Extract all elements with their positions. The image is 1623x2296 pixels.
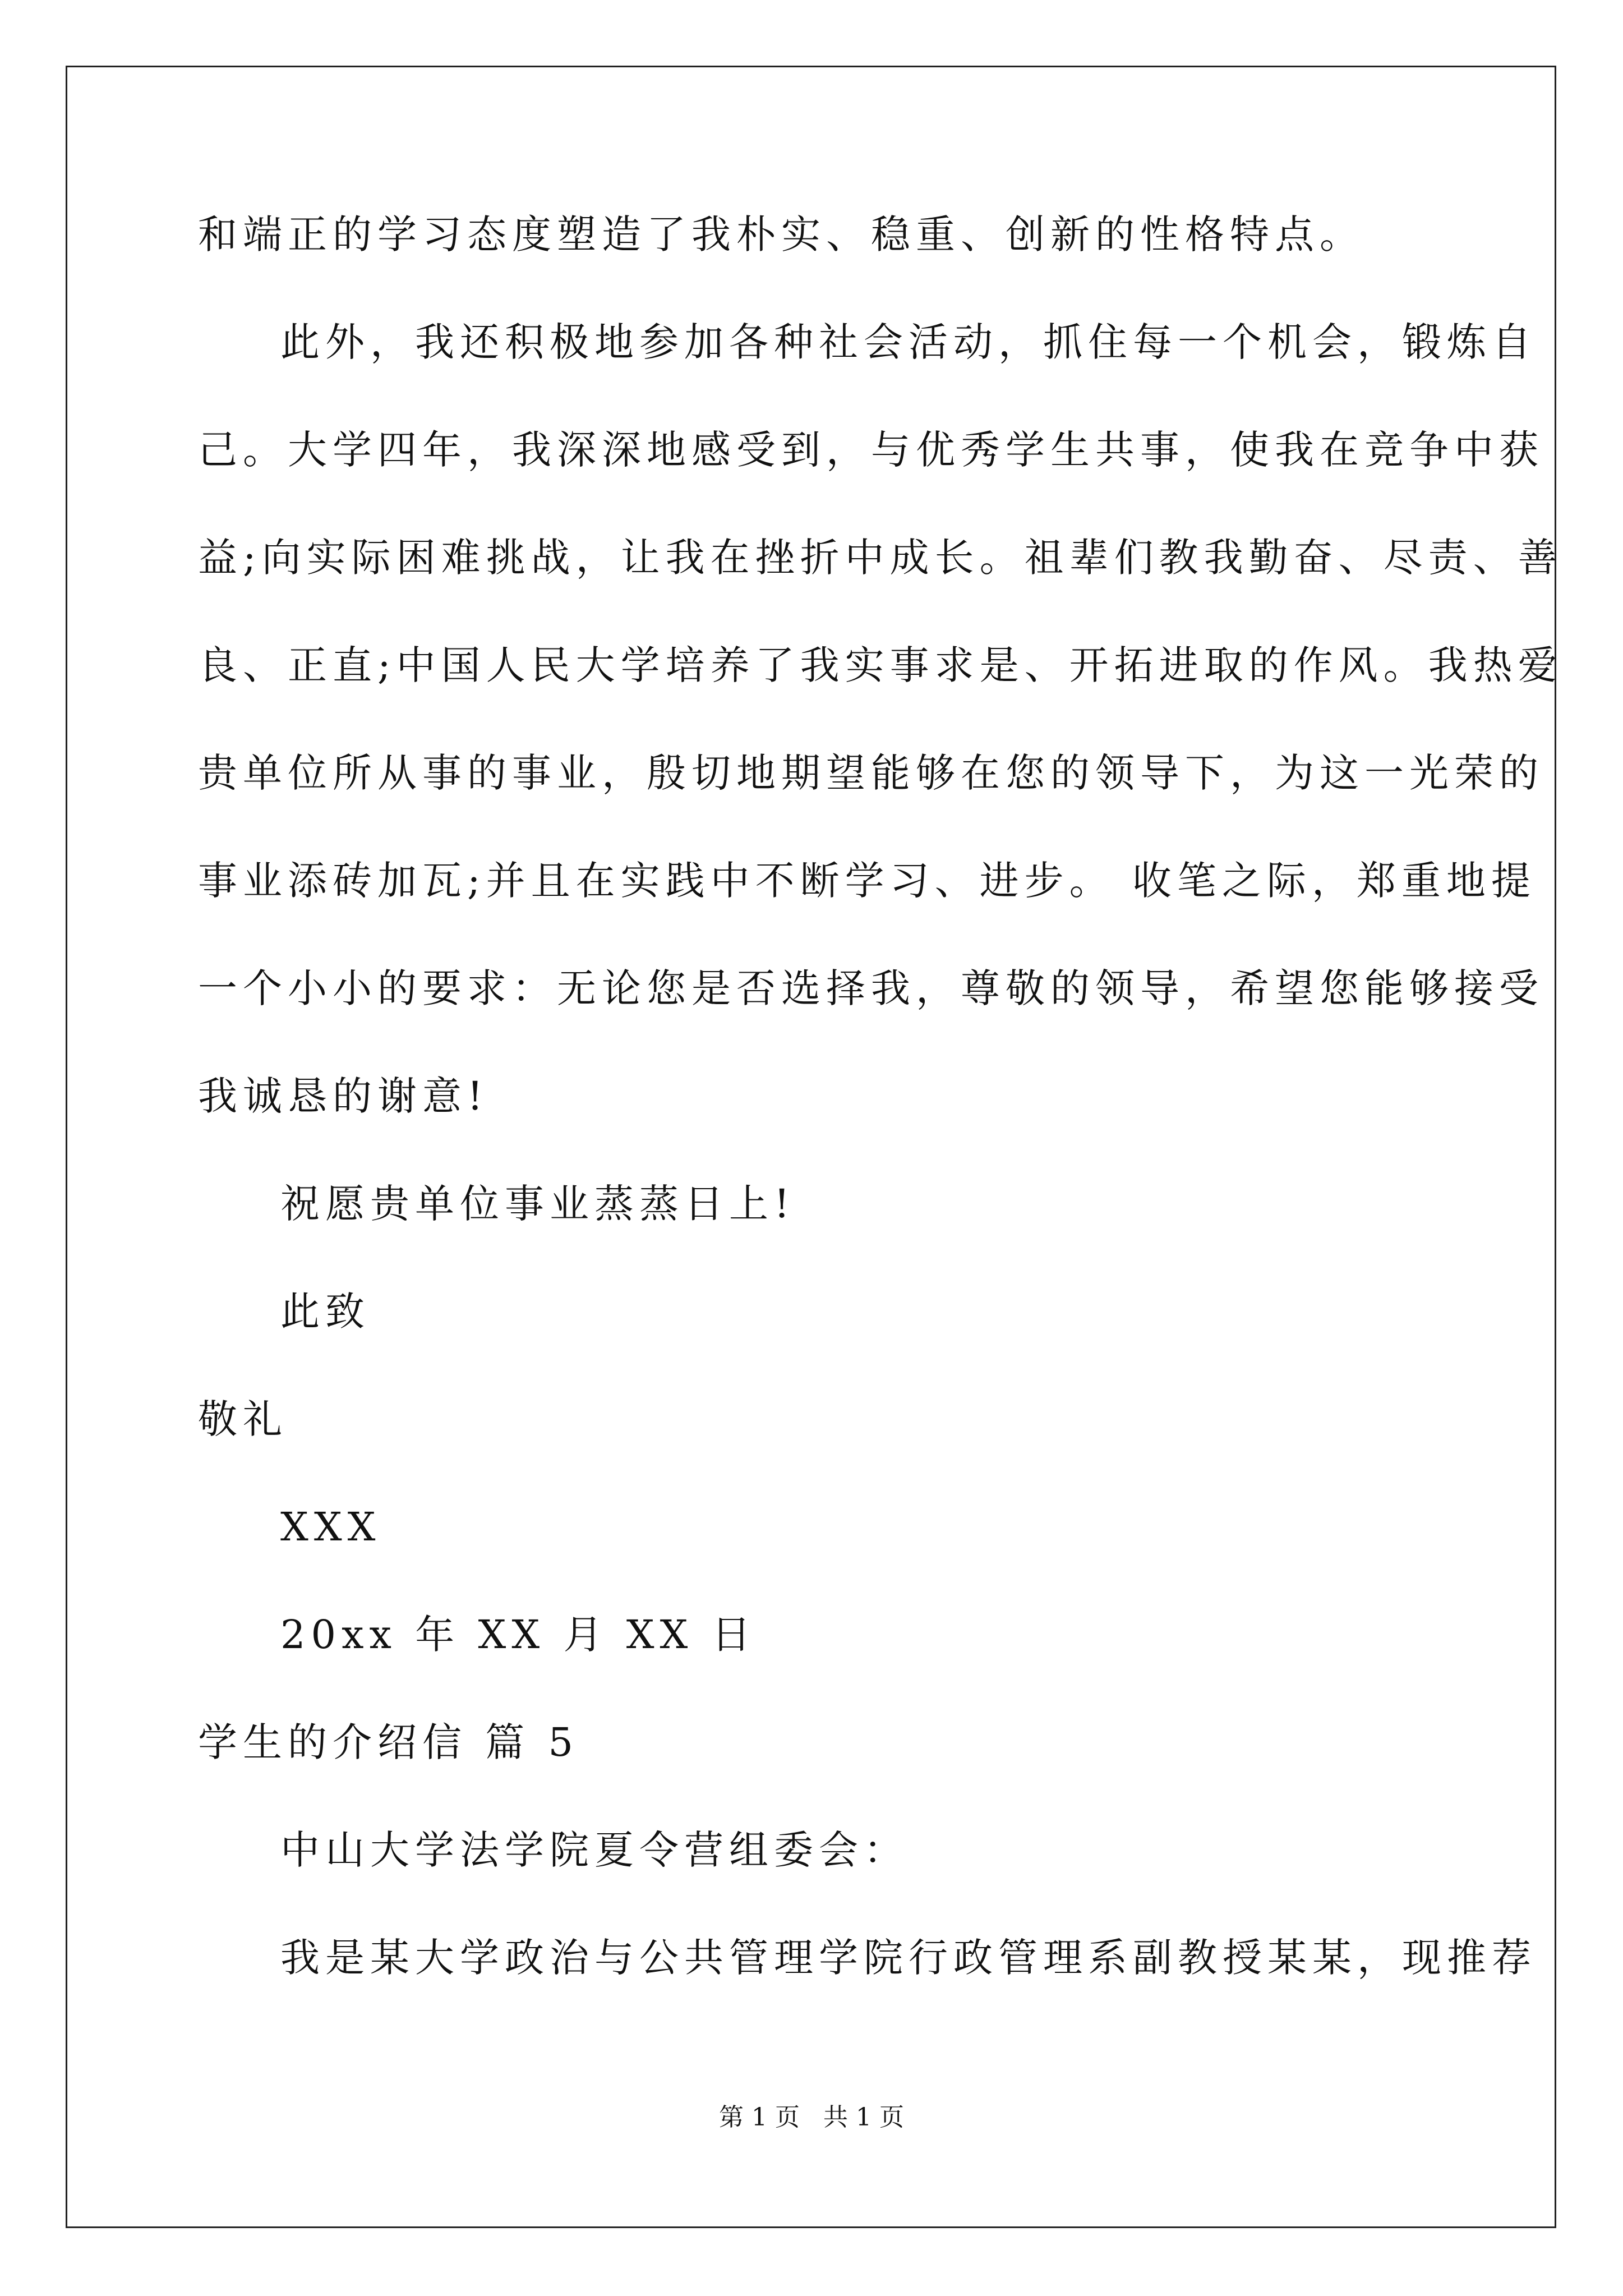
- letter-recipient: 中山大学法学院夏令营组委会：: [280, 1827, 909, 1873]
- paragraph-line: 事业添砖加瓦;并且在实践中不断学习、进步。 收笔之际，郑重地提: [198, 858, 1536, 904]
- page-number-total: 共 1 页: [823, 2103, 904, 2132]
- section-heading: 学生的介绍信 篇 5: [198, 1719, 579, 1765]
- paragraph-line: 此外，我还积极地参加各种社会活动，抓住每一个机会，锻炼自: [280, 319, 1537, 365]
- paragraph-line: 良、正直;中国人民大学培养了我实事求是、开拓进取的作风。我热爱: [198, 642, 1563, 688]
- closing-regards: 敬礼: [198, 1396, 288, 1442]
- closing-wish: 祝愿贵单位事业蒸蒸日上!: [280, 1181, 796, 1227]
- page-footer: [0, 2101, 1623, 2134]
- paragraph-line: 己。大学四年，我深深地感受到，与优秀学生共事，使我在竞争中获: [198, 427, 1544, 473]
- signature-date: 20xx 年 XX 月 XX 日: [280, 1612, 757, 1658]
- paragraph-line: 我是某大学政治与公共管理学院行政管理系副教授某某，现推荐: [280, 1935, 1537, 1981]
- paragraph-line: 和端正的学习态度塑造了我朴实、稳重、创新的性格特点。: [198, 211, 1364, 257]
- paragraph-line: 一个小小的要求：无论您是否选择我，尊敬的领导，希望您能够接受: [198, 965, 1544, 1011]
- signature-name: XXX: [280, 1504, 381, 1550]
- page-border: [66, 66, 1556, 2228]
- closing-salutation: 此致: [280, 1289, 370, 1335]
- page-number-current: 第 1 页: [719, 2103, 800, 2132]
- paragraph-line: 贵单位所从事的事业，殷切地期望能够在您的领导下，为这一光荣的: [198, 750, 1544, 796]
- paragraph-line: 我诚恳的谢意!: [198, 1073, 489, 1119]
- paragraph-line: 益;向实际困难挑战，让我在挫折中成长。祖辈们教我勤奋、尽责、善: [198, 535, 1563, 581]
